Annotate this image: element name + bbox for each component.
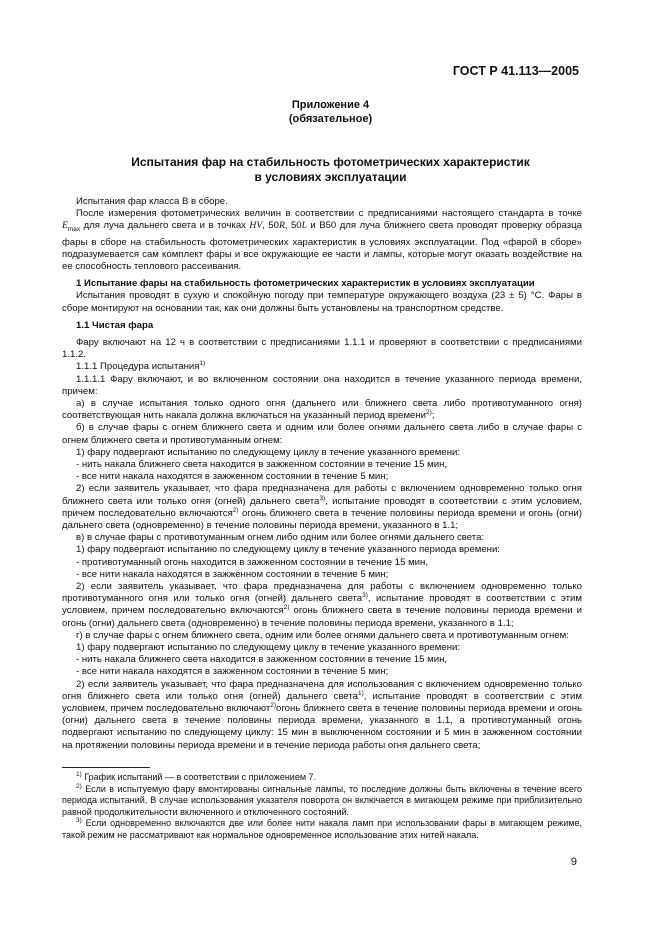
document-body	[62, 196, 582, 752]
annex-heading	[0, 98, 661, 126]
item-v-2: 2) если заявитель указывает, что фара предназначена для работы с включением одновременно только противотуманного огня или только огня (огней) дальнего света$^{3)}$, испытание проводят в соответствии с этим условием, причем последовательно включаются$^{2)}$ огонь ближнего света в течение половины периода времени и огонь (огни) дальнего света (одновременно) в течение половины периода времени, указанного в 1.1;	[62, 581, 582, 629]
annex-title-line2: в условиях эксплуатации	[254, 170, 407, 184]
intro-paragraph-2: После измерения фотометрических величин в соответствии с предписаниями настоящего стандарта в точке $E_{max}$ для луча дальнего света и в точках HV, 50R, 50L и B50 для луча ближнего света проводят проверку образца фары в сборе на стабильность фотометрических характеристик в условиях эксплуатации. Под «фарой в сборе» подразумевается сам комплект фары и все окружающие ее части и лампы, которые могут оказать воздействие на ее способность теплового рассеивания.	[62, 208, 582, 272]
footnote-1: $^{1)}$ График испытаний — в соответствии с приложением 7.	[76, 771, 317, 782]
item-b-2: 2) если заявитель указывает, что фара предназначена для работы с включением одновременно только огня ближнего света или только огня (огней) дальнего света$^{3)}$, испытание проводят в соответствии с этим условием, причем последовательно включаются$^{2)}$ огонь ближнего света в течение половины периода времени и огонь (огни) дальнего света (одновременно) в течение половины периода времени, указанного в 1.1;	[62, 483, 582, 531]
item-v: в) в случае фары с противотуманным огнем либо одним или более огнями дальнего света:	[76, 532, 485, 544]
section-1-1-heading: 1.1 Чистая фара	[76, 319, 154, 331]
footnote-divider	[62, 767, 150, 768]
item-v-1: 1) фару подвергают испытанию по следующему циклу в течение указанного периода времени:	[76, 544, 500, 556]
footnote-3: $^{3)}$ Если одновременно включаются две или более нити накала ламп при использовании фары в мигающем режиме, такой режим не рассматривают как нормальное одновременное использование этих нитей накала.	[62, 817, 582, 840]
item-b-1-dash-1: - нить накала ближнего света находится в зажженном состоянии в течение 15 мин,	[76, 458, 448, 470]
procedure-heading: 1.1.1 Процедура испытания$^{1)}$	[76, 360, 206, 373]
section-1-paragraph: Испытания проводят в сухую и спокойную погоду при температуре окружающего воздуха (23 ± 5) °С. Фары в сборе монтируют на основании так, как они должны быть установлены на транспортном средстве.	[62, 290, 582, 314]
item-v-1-dash-1: - противотуманный огонь находится в зажженном состоянии в течение 15 мин,	[76, 556, 428, 568]
item-b-1-dash-2: - все нити накала находятся в зажженном состоянии в течение 5 мин;	[76, 471, 389, 483]
procedure-item-1111: 1.1.1.1 Фару включают, и во включенном состоянии она находится в течение указанного периода времени, причем:	[62, 373, 582, 397]
item-b: б) в случае фары с огнем ближнего света и одним или более огнями дальнего света либо в случае фары с огнем ближнего света и противотуманным огнем:	[62, 422, 582, 446]
section-1-heading: 1 Испытание фары на стабильность фотометрических характеристик в условиях эксплуатации	[76, 278, 535, 290]
page-number: 9	[570, 856, 577, 868]
section-1-1-paragraph: Фару включают на 12 ч в соответствии с предписаниями 1.1.1 и проверяют в соответствии с предписаниями 1.1.2.	[62, 336, 582, 361]
item-g: г) в случае фары с огнем ближнего света, одним или более огнями дальнего света и противотуманным огнем:	[76, 629, 569, 641]
annex-title-line1: Испытания фар на стабильность фотометрических характеристик	[131, 155, 530, 169]
item-g-1-dash-2: - все нити накала находятся в зажженном состоянии в течение 5 мин;	[76, 666, 389, 678]
footnotes	[62, 772, 582, 842]
item-b-1: 1) фару подвергают испытанию по следующему циклу в течение указанного времени:	[76, 446, 461, 458]
item-g-1-dash-1: - нить накала ближнего света находится в зажженном состоянии в течение 15 мин,	[76, 654, 448, 666]
standard-header: ГОСТ Р 41.113—2005	[452, 64, 579, 78]
item-a: а) в случае испытания только одного огня (дальнего или ближнего света либо противотуманного огня) соответствующая нить накала должна включаться на указанный период времени$^{2)}$;	[62, 397, 582, 422]
item-g-2: 2) если заявитель указывает, что фара предназначена для использования с включением одновременно только огня ближнего света или только огня (огней) дальнего света$^{1)}$, испытание проводят в соответствии с этим условием, причем последовательно включают$^{2)}$огонь ближнего света в течение половины периода времени и огонь (огни) дальнего света в течение половины периода времени, указанного в 1.1, а противотуманный огонь подвергают испытанию по следующему циклу: 15 мин в выключенном состоянии и 5 мин в зажженном состоянии на протяжении половины периода времени и в течение периода работы огня дальнего света;	[62, 678, 582, 751]
item-v-1-dash-2: - все нити накала находятся в зажженном состоянии в течение 5 мин;	[76, 568, 389, 580]
footnote-2: $^{2)}$ Если в испытуемую фару вмонтированы сигнальные лампы, то последние должны быть включены в течение всего периода испытаний, В случае использования указателя поворота он включается в мигающем режиме при приблизительно равной продолжительности включенного и отключенного состояний.	[62, 782, 582, 817]
annex-status: (обязательное)	[288, 113, 373, 125]
item-g-1: 1) фару подвергают испытанию по следующему циклу в течение указанного времени:	[76, 642, 461, 654]
annex-title	[0, 155, 661, 185]
intro-paragraph-1: Испытания фар класса В в сборе.	[76, 196, 228, 207]
annex-number: Приложение 4	[291, 99, 370, 111]
